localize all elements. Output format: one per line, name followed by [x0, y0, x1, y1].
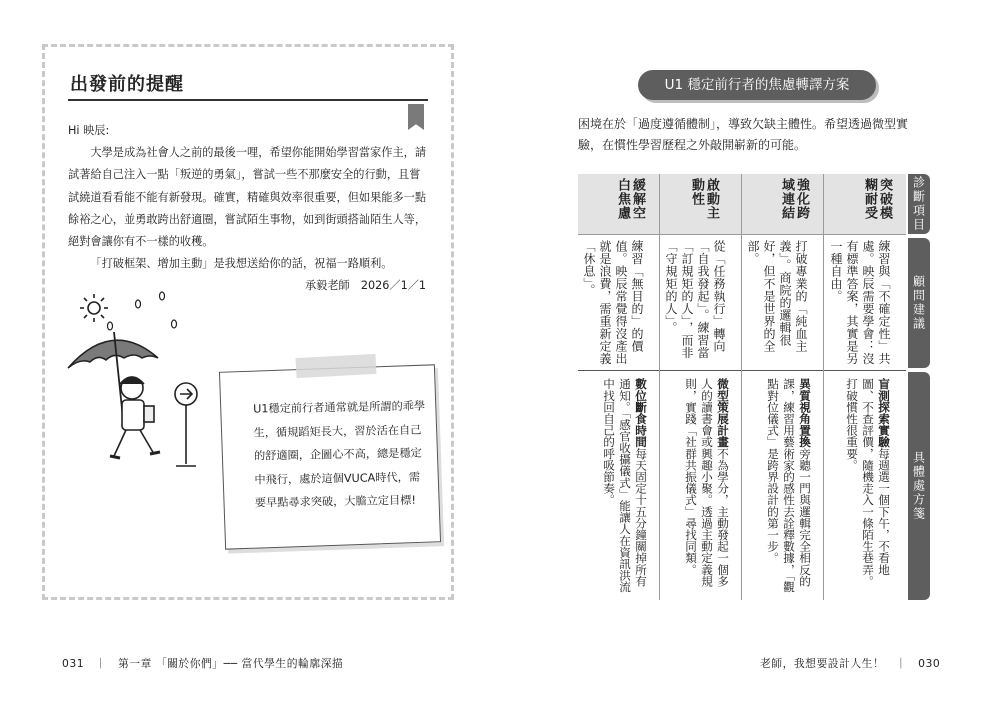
plan-title: 數位斷食時間 [634, 378, 648, 448]
advice-cell: 打破專業的「純血主義」。商院的邏輯很好，但不是世界的全部。 [746, 240, 808, 353]
arrow-sign-icon [175, 383, 197, 466]
plan-body: 不為學分，主動發起一個多人的讀書會或興趣小聚。透過主動定義規則，實踐「社群共振儀式」尋找同類。 [684, 378, 730, 587]
left-footer: 031 ｜ 第一章 「關於你們」── 當代學生的輪廓深描 [62, 657, 344, 670]
advice-cell: 練習「無目的」的價值。映辰常覺得沒產出就是浪費，需重新定義「休息」。 [582, 240, 644, 365]
umbrella-icon [68, 340, 158, 368]
letter-greeting: Hi 映辰: [68, 124, 110, 137]
table-column-1 [824, 174, 906, 600]
advice-cell: 練習與「不確定性」共處。映辰需要學會：沒有標準答案，其實是另一種自由。 [829, 240, 891, 365]
diagnosis-cell: 突破模糊耐受 [862, 178, 892, 220]
advice-cell: 從「任務執行」轉向「自我發起」。練習當「訂規矩的人」，而非「守規矩的人」。 [664, 240, 726, 359]
table-column-4 [578, 174, 660, 600]
table-column-2 [742, 174, 824, 600]
plan-title: 異質視角置換 [798, 378, 812, 448]
tab-plan: 具體處方箋 [908, 372, 930, 600]
plan-cell [765, 378, 813, 596]
plan-cell [683, 378, 731, 596]
letter-signature: 承毅老師 2026／1／1 [304, 279, 426, 293]
tab-diagnosis: 診斷項目 [908, 174, 930, 234]
diagnosis-cell: 強化跨域連結 [779, 178, 809, 220]
diagnosis-cell: 啟動主動性 [689, 178, 719, 220]
umbrella-walker-illustration [62, 288, 212, 478]
page-title: 出發前的提醒 [70, 74, 184, 95]
section-title: U1 穩定前行者的焦慮轉譯方案 [638, 70, 876, 100]
plan-title: 微型策展計畫 [716, 378, 730, 448]
letter-body [68, 120, 430, 298]
right-footer: 老師，我想要設計人生！ ｜ 030 [760, 657, 941, 670]
tab-advice: 顧問建議 [908, 238, 930, 368]
title-rule [68, 99, 428, 101]
sun-icon [80, 294, 108, 322]
plan-body: 旁聽一門與邏輯完全相反的課，練習用藝術家的感性去詮釋數據，「觀點對位儀式」是跨界設計的第一步。 [766, 378, 812, 593]
plan-body: 每天固定十五分鐘關掉所有通知。「感官收攝儀式」能讓人在資訊洪流中找回自己的呼吸節奏。 [602, 378, 648, 593]
note-text: U1穩定前行者通常就是所謂的乖學生，循規蹈矩長大，習於活在自己的舒適圈，企圖心不高，總是穩定中飛行，處於這個VUCA時代，需要早點尋求突破，大膽立定目標! [253, 399, 426, 510]
plan-cell [601, 378, 649, 596]
plan-title: 盲測探索實驗 [877, 378, 891, 448]
plan-cell [844, 378, 892, 596]
plan-body: 每週選一個下午，不看地圖、不查評價，隨機走入一條陌生巷弄。打破慣性很重要。 [845, 378, 891, 587]
letter-paragraph-2: 「打破框架、增加主動」是我想送給你的話，祝福一路順利。 [90, 257, 393, 271]
intro-text: 困境在於「過度遵循體制」，導致欠缺主體性。希望透過微型實驗，在慣性學習歷程之外敲開嶄新的可能。 [578, 117, 909, 152]
raindrop-icon [108, 292, 177, 330]
table-column-3 [660, 174, 742, 600]
letter-paragraph-1: 大學是成為社會人之前的最後一哩，希望你能開始學習當家作主，請試著給自己注入一點「叛逆的勇氣」，嘗試一些不那麼安全的行動，且嘗試繞道看看能不能有新發現。確實，精確與效率很重要，但如果能多一點餘裕之心，並勇敢跨出舒適圈，嘗試陌生事物，如到街頭搭訕陌生人等，絕對會讓你有不一樣的收穫。 [68, 146, 427, 249]
tape-strip [296, 354, 377, 378]
diagnosis-cell: 緩解空白焦慮 [615, 178, 645, 220]
